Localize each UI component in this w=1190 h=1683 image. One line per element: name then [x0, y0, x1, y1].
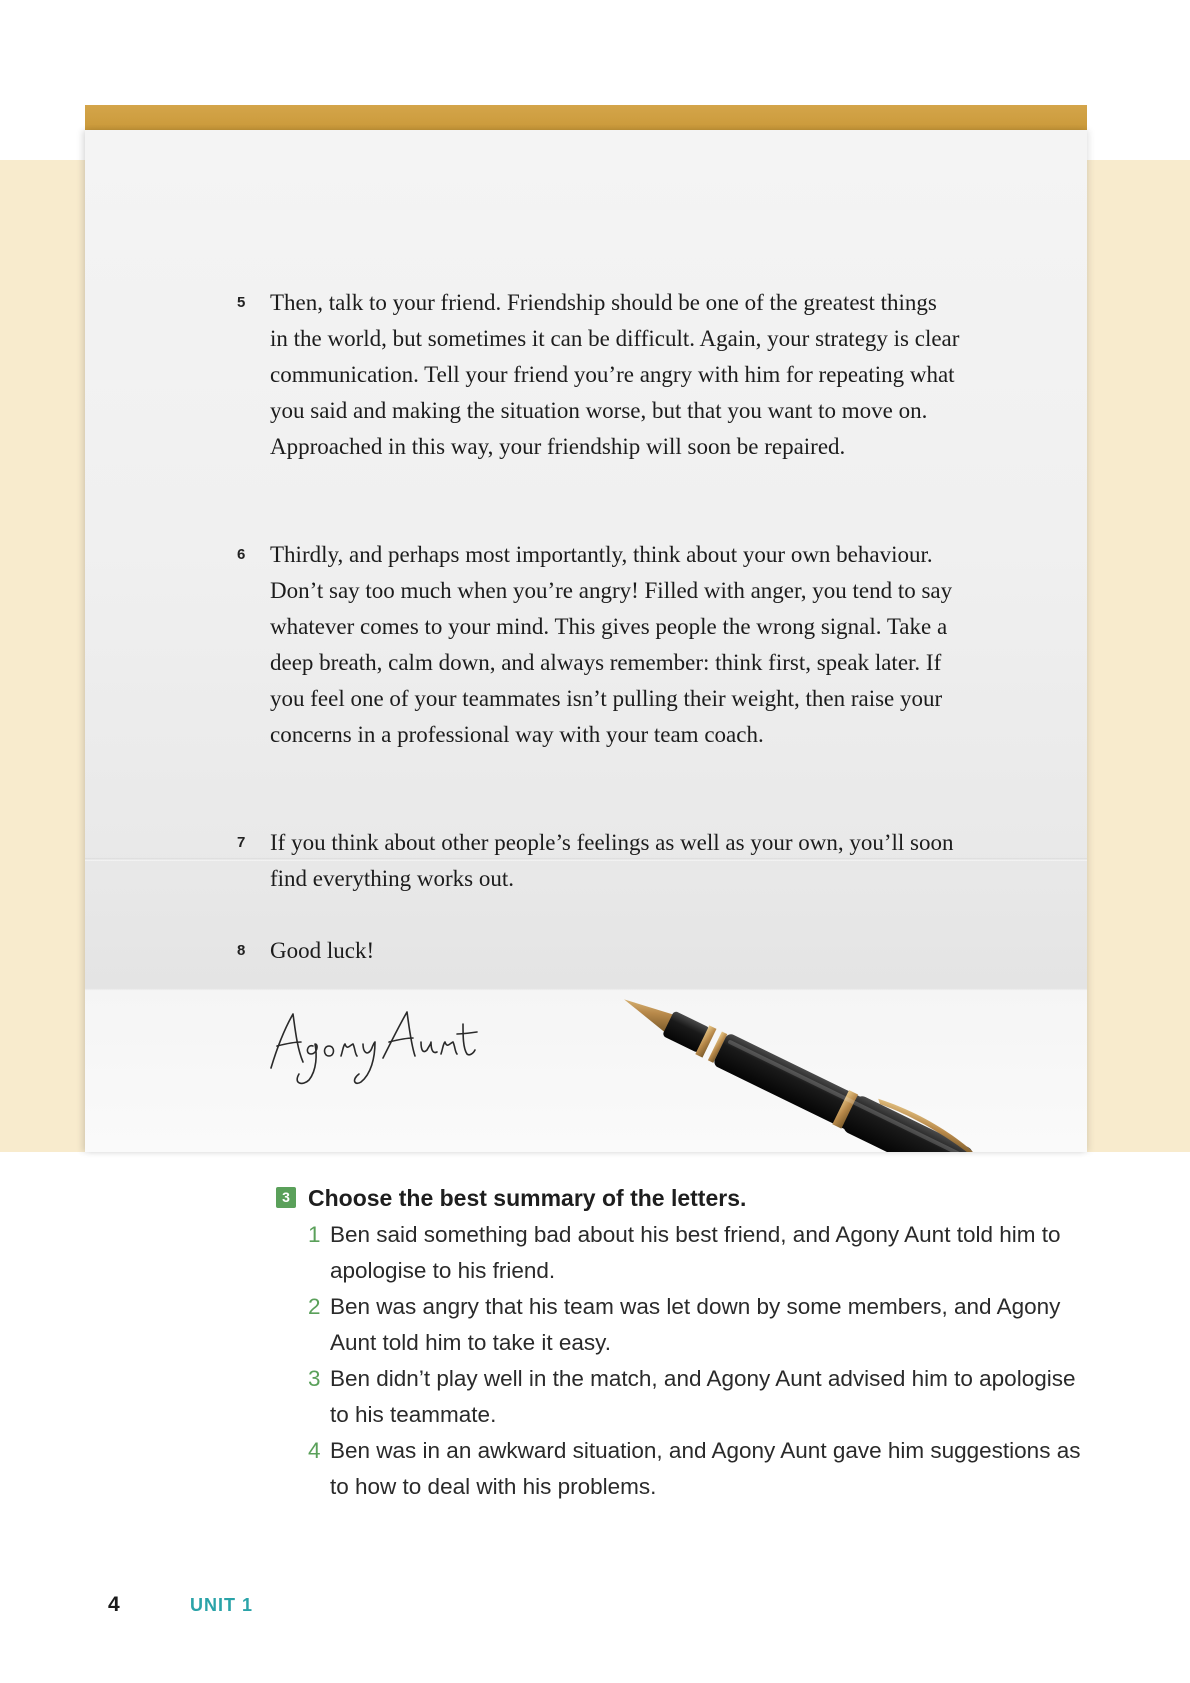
fountain-pen-illustration [575, 982, 1015, 1152]
letter-paper [85, 130, 1087, 1152]
paragraph-number: 7 [237, 834, 246, 851]
page-number: 4 [108, 1593, 120, 1616]
letter-paragraph [237, 933, 960, 969]
signature-handwriting [263, 998, 483, 1088]
option-number: 4 [308, 1438, 321, 1463]
paragraph-number: 6 [237, 546, 246, 563]
option-text: Ben was in an awkward situation, and Agony Aunt gave him suggestions as to how to deal with his problems. [330, 1438, 1081, 1499]
letter-paragraph [237, 285, 960, 465]
option-item [308, 1433, 1088, 1505]
option-text: Ben was angry that his team was let down by some members, and Agony Aunt told him to take it easy. [330, 1294, 1061, 1355]
paragraph-number: 5 [237, 294, 246, 311]
letter-paragraph [237, 825, 960, 897]
paragraph-text: If you think about other people’s feelings as well as your own, you’ll soon find everything works out. [270, 830, 954, 891]
letter-paragraph [237, 537, 960, 753]
option-number: 1 [308, 1222, 321, 1247]
option-number: 3 [308, 1366, 321, 1391]
exercise-title: Choose the best summary of the letters. [308, 1185, 747, 1211]
option-text: Ben said something bad about his best friend, and Agony Aunt told him to apologise to his friend. [330, 1222, 1061, 1283]
exercise-number-badge: 3 [276, 1187, 296, 1208]
option-item [308, 1361, 1088, 1433]
paragraph-text: Then, talk to your friend. Friendship should be one of the greatest things in the world, but sometimes it can be difficult. Again, your strategy is clear communication. Tell your friend you’re angry with him for repeating what you said and making the situation worse, but that you want to move on. Approached in this way, your friendship will soon be repaired. [270, 290, 960, 459]
paragraph-text: Thirdly, and perhaps most importantly, think about your own behaviour. Don’t say too much when you’re angry! Filled with anger, you tend to say whatever comes to your mind. This gives people the wrong signal. Take a deep breath, calm down, and always remember: think first, speak later. If you feel one of your teammates isn’t pulling their weight, then raise your concerns in a professional way with your team coach. [270, 542, 953, 747]
exercise-options [308, 1217, 1088, 1505]
letter-top-strip [85, 105, 1087, 133]
option-item [308, 1289, 1088, 1361]
paragraph-text: Good luck! [270, 938, 375, 963]
paragraph-number: 8 [237, 942, 246, 959]
unit-label: UNIT 1 [190, 1595, 254, 1615]
option-text: Ben didn’t play well in the match, and Agony Aunt advised him to apologise to his teammate. [330, 1366, 1076, 1427]
option-number: 2 [308, 1294, 321, 1319]
option-item [308, 1217, 1088, 1289]
